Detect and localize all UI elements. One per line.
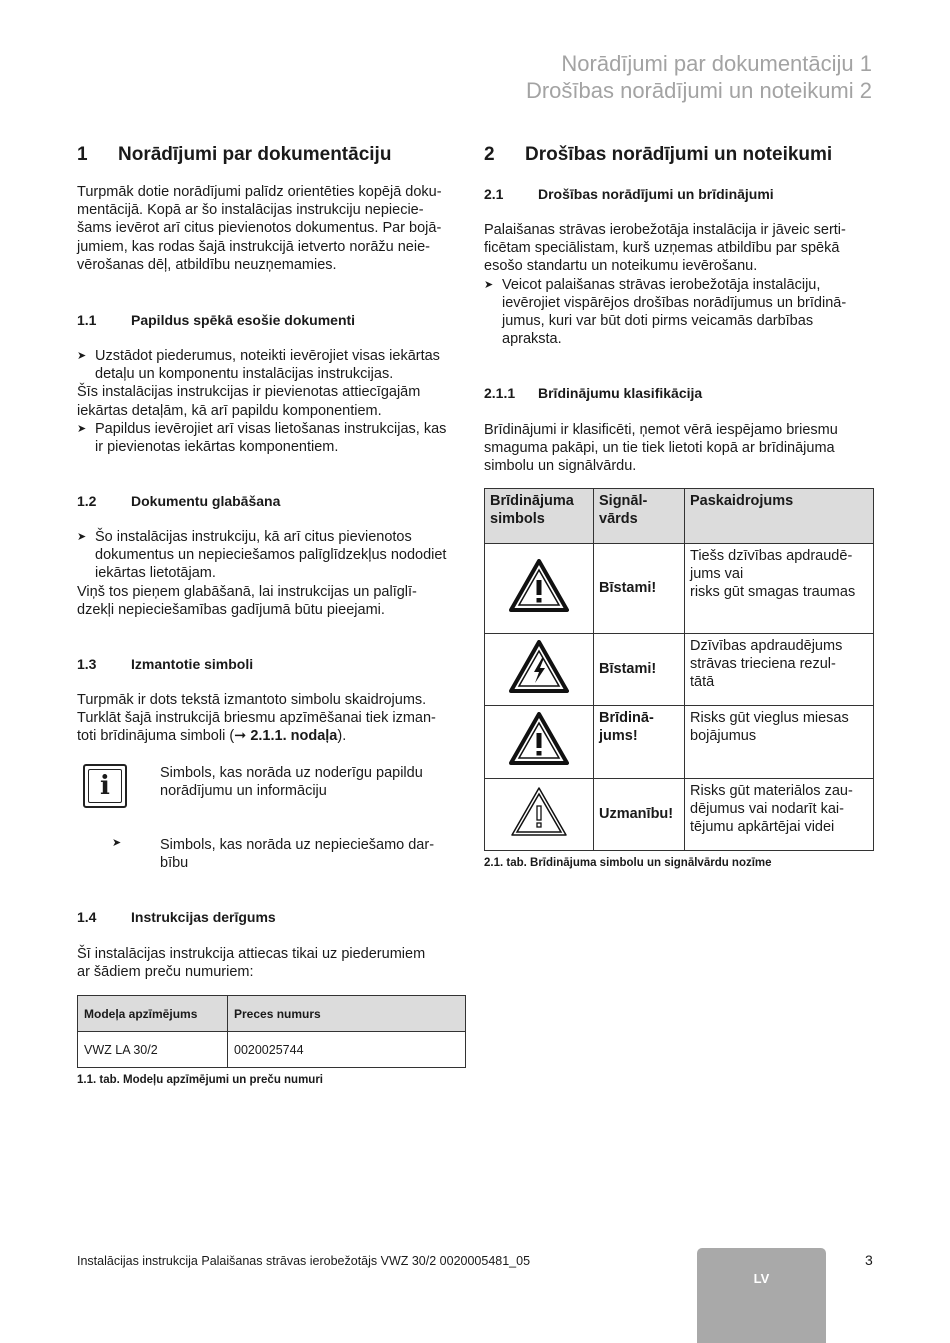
column-header: Paskaidrojums [685, 489, 874, 544]
warning-classification-table [484, 488, 874, 851]
page-footer: Instalācijas instrukcija Palaišanas strāvas ierobežotājs VWZ 30/2 0020005481_05 [77, 1254, 531, 1268]
table-2-1-caption: 2.1. tab. Brīdinājuma simbolu un signālvārdu nozīme [484, 857, 772, 869]
table-cell: Bīstami! [594, 544, 685, 634]
section-1-3-heading: 1.3 Izmantotie simboli [77, 656, 254, 672]
info-symbol-row [77, 764, 467, 808]
table-cell [485, 706, 594, 779]
warning-exclamation-icon [509, 712, 569, 766]
table-cell: VWZ LA 30/2 [78, 1032, 228, 1068]
column-header: Preces numurs [228, 996, 466, 1032]
column-header: Brīdinājuma simbols [485, 489, 594, 544]
table-row [78, 1032, 466, 1068]
model-numbers-table [77, 995, 466, 1068]
table-row [485, 634, 874, 706]
warning-electric-shock-icon [509, 640, 569, 694]
section-2-1-1-text: Brīdinājumi ir klasificēti, ņemot vērā iespējamo briesmu smaguma pakāpi, un tie tiek lietoti kopā ar brīdinājuma simbolu un signālvārdu. [484, 422, 838, 475]
section-1-2-heading: 1.2 Dokumentu glabāšana [77, 493, 281, 509]
arrow-bullet-icon: ➤ [77, 422, 87, 435]
section-2-1-heading: 2.1 Drošības norādījumi un brīdinājumi [484, 186, 774, 202]
action-symbol-text: Simbols, kas norāda uz nepieciešamo dar- bību [160, 837, 435, 872]
table-cell: Risks gūt materiālos zau- dējumus vai nodarīt kai- tējumu apkārtējai videi [685, 779, 874, 851]
table-1-1-caption: 1.1. tab. Modeļu apzīmējumi un preču numuri [77, 1074, 324, 1086]
table-cell [485, 544, 594, 634]
arrow-bullet-icon: ➤ [77, 531, 87, 543]
language-tab: LV [697, 1248, 826, 1343]
table-cell: Bīstami! [594, 634, 685, 706]
table-header-row [78, 996, 466, 1032]
arrow-action-icon: ➤ [112, 837, 122, 849]
bullet-item: ➤ Papildus ievērojiet arī visas lietošanas instrukcijas, kas ir pievienotas iekārtas komponentiem. [77, 420, 447, 456]
table-cell [485, 634, 594, 706]
table-cell: Uzmanību! [594, 779, 685, 851]
table-row [485, 544, 874, 634]
section-1-4-heading: 1.4 Instrukcijas derīgums [77, 909, 276, 925]
table-cell: Risks gūt vieglus miesas bojājumus [685, 706, 874, 779]
arrow-bullet-icon: ➤ [484, 278, 494, 291]
action-symbol-row [77, 836, 467, 872]
bullet-item: ➤ Veicot palaišanas strāvas ierobežotāja instalāciju, ievērojiet vispārējos drošības norādījumus un brīdinā- jumus, kuri var būt doti pirms veicamās darbības apraksta. [484, 276, 847, 348]
section-2-1-text: Palaišanas strāvas ierobežotāja instalācija ir jāveic serti- ficētam speciālistam, kurš uzņemas atbildību par spēkā esošo standartu un noteikumu ievērošanu. ➤ Veicot palaišanas strāvas ierobežotāja instalāciju, ievērojiet vispārējos drošības norādījumus un brīdinā- jumus, kuri var būt doti pirms veicamās darbības apraksta. [484, 221, 874, 348]
section-2-heading: 2 Drošības norādījumi un noteikumi [484, 144, 833, 165]
table-cell: Brīdinā- jums! [594, 706, 685, 779]
caution-exclamation-outline-icon [509, 785, 569, 839]
bullet-item: ➤ Uzstādot piederumus, noteikti ievērojiet visas iekārtas detaļu un komponentu instalācijas instrukcijas. [77, 348, 440, 383]
section-1-text: Turpmāk dotie norādījumi palīdz orientēties kopējā doku- mentācijā. Kopā ar šo instalācijas instrukciju nepiecie- šams ievērot arī citus pievienotos dokumentus. Par bojā- jumiem, kas rodas šajā instrukcijā ietverto norāžu neie- vērošanas dēļ, atbildību neuzņemamies. [77, 184, 442, 273]
section-1-2-text: ➤ Šo instalācijas instrukciju, kā arī citus pievienotos dokumentus un nepieciešamos palīglīdzekļus nododiet iekārtas lietotājam. Viņš tos pieņem glabāšanā, lai instrukcijas un palīglī- dzekļi nepieciešamības gadījumā būtu pieejami. [77, 528, 467, 619]
section-1-heading: 1 Norādījumi par dokumentāciju [77, 144, 392, 165]
header-line-2: Drošības norādījumi un noteikumi 2 [525, 78, 872, 103]
table-row [485, 706, 874, 779]
header-line-1: Norādījumi par dokumentāciju 1 [561, 51, 872, 76]
chapter-reference: ➞ 2.1.1. nodaļa [234, 728, 338, 745]
table-cell: Dzīvības apdraudējums strāvas trieciena rezul- tātā [685, 634, 874, 706]
info-icon: i [83, 764, 127, 808]
section-1-1-heading: 1.1 Papildus spēkā esošie dokumenti [77, 312, 356, 328]
page-number: 3 [865, 1252, 873, 1268]
bullet-item: ➤ Šo instalācijas instrukciju, kā arī citus pievienotos dokumentus un nepieciešamos palīglīdzekļus nododiet iekārtas lietotājam. [77, 529, 447, 582]
info-symbol-text: Simbols, kas norāda uz noderīgu papildu norādījumu un informāciju [160, 765, 423, 800]
table-row [485, 779, 874, 851]
section-2-1-1-heading: 2.1.1 Brīdinājumu klasifikācija [484, 385, 703, 401]
arrow-bullet-icon: ➤ [77, 350, 87, 362]
column-header: Modeļa apzīmējums [78, 996, 228, 1032]
section-1-3-text: Turpmāk ir dots tekstā izmantoto simbolu skaidrojums. Turklāt šajā instrukcijā briesmu apzīmēšanai tiek izman- toti brīdinājuma simboli (➞ 2.1.1. nodaļa). [77, 692, 436, 745]
section-1-4-text: Šī instalācijas instrukcija attiecas tikai uz piederumiem ar šādiem preču numuriem: [77, 946, 426, 981]
page-header [526, 50, 872, 104]
warning-exclamation-icon [509, 559, 569, 613]
table-cell [485, 779, 594, 851]
table-cell: 0020025744 [228, 1032, 466, 1068]
section-1-1-text: ➤ Uzstādot piederumus, noteikti ievērojiet visas iekārtas detaļu un komponentu instalācijas instrukcijas. Šīs instalācijas instrukcijas ir pievienotas attiecīgajām iekārtas detaļām, kā arī papildu komponentiem. ➤ Papildus ievērojiet arī visas lietošanas instrukcijas, kas ir pievienotas iekārtas komponentiem. [77, 347, 467, 456]
column-header: Signāl- vārds [594, 489, 685, 544]
table-header-row [485, 489, 874, 544]
table-cell: Tiešs dzīvības apdraudē- jums vai risks gūt smagas traumas [685, 544, 874, 634]
